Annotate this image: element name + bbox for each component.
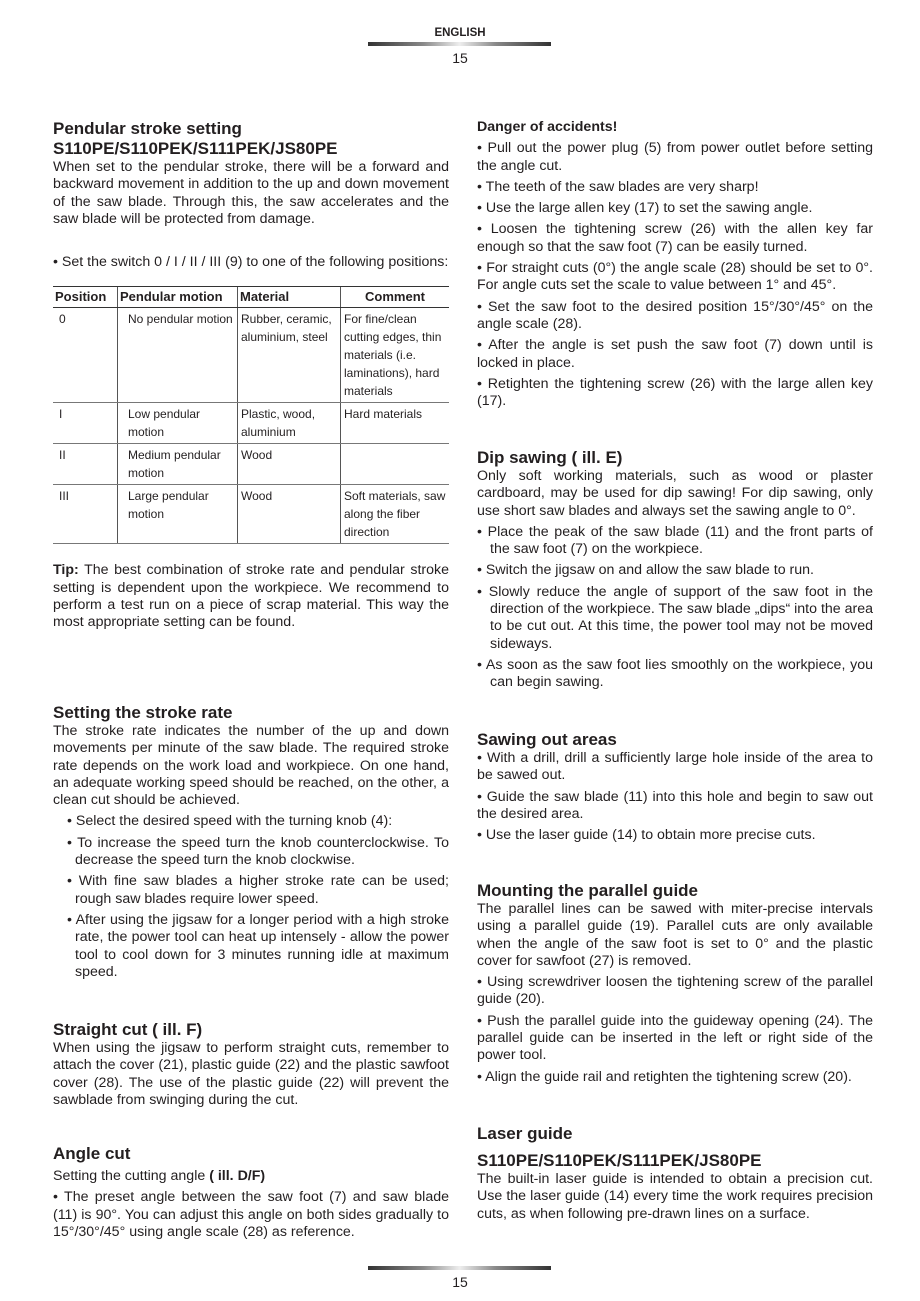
bullet-item: • To increase the speed turn the knob counterclockwise. To decrease the speed turn the knob clockwise. [67,834,449,869]
bullet-item: • Slowly reduce the angle of support of the saw foot in the direction of the workpiece. The saw blade „dips“ into the area to be cut out. At this time, the power tool may not be moved sideways. [477,583,874,652]
bullet-list [53,813,449,981]
section-stroke-rate [53,703,449,985]
section-title: Mounting the parallel guide [477,881,698,900]
section-laser-guide [477,1124,873,1227]
bullet-item: • Pull out the power plug (5) from power outlet before setting the angle cut. [477,140,873,174]
paragraph: When using the jigsaw to perform straight cuts, remember to attach the cover (21), plastic guide (22) and the plastic sawfoot cover (28). The use of the plastic guide (22) will prevent the sawblade from swinging during the cut. [53,1040,449,1108]
subheading-ref: ( ill. D/F) [209,1168,266,1184]
table-cell: Wood [238,444,341,485]
bullet-item: • With a drill, drill a sufficiently large hole inside of the area to be sawed out. [477,750,873,784]
tip-text: The best combination of stroke rate and pendular stroke setting is dependent upon the workpiece. We recommend to perform a test run on a piece of scrap material. This way the most appropriate setting can be found. [53,562,449,631]
bullet-item: • Guide the saw blade (11) into this hole and begin to saw out the desired area. [477,788,873,822]
header-page-number: 15 [452,50,468,66]
subheading [53,1168,449,1185]
paragraph: Only soft working materials, such as wood or plaster cardboard, may be used for dip sawing! For dip sawing, only use short saw blades and always set the sawing angle to 0°. [477,468,873,519]
table-cell: Hard materials [341,403,450,444]
table-cell: Large pendular motion [118,485,238,544]
section-danger [477,119,873,414]
section-title: Sawing out areas [477,730,617,749]
section-title: Laser guide [477,1124,573,1143]
section-title: Danger of accidents! [477,119,618,135]
table-cell: I [53,403,118,444]
column-header: Material [238,287,341,308]
bullet-item: • After using the jigsaw for a longer period with a high stroke rate, the power tool can heat up intensely - allow the power tool to cool down for 3 minutes running idle at maximum speed. [67,911,449,980]
bullet-item: • Set the saw foot to the desired position 15°/30°/45° on the angle scale (28). [477,298,873,332]
table-row [53,444,449,485]
bullet-item: • Align the guide rail and retighten the tightening screw (20). [477,1068,852,1085]
section-angle-cut [53,1144,449,1245]
section-title: Angle cut [53,1144,131,1163]
language-label: ENGLISH [434,27,486,39]
bullet-list [477,974,873,1086]
table-row [53,485,449,544]
bullet-item: • Retighten the tightening screw (26) with the large allen key (17). [477,375,873,410]
paragraph: The stroke rate indicates the number of the up and down movements per minute of the saw blade. The required stroke rate depends on the work load and workpiece. On one hand, an adequate working speed should be reached, on the other, a clean cut should be achieved. [53,723,449,809]
bullet-list [477,524,873,692]
table-cell: Soft materials, saw along the fiber direction [341,485,450,544]
paragraph: The parallel lines can be sawed with miter-precise intervals using a parallel guide (19). Parallel cuts are only available when the angle of the saw foot is set to 0° and the plastic cover for sawfoot (27) is removed. [477,901,873,969]
tip-paragraph [53,562,449,631]
table-cell: Medium pendular motion [118,444,238,485]
footer-page-number: 15 [452,1274,468,1290]
table-cell: III [53,485,118,544]
bullet-item: • Using screwdriver loosen the tightening screw of the parallel guide (20). [477,974,873,1008]
table-cell: For fine/clean cutting edges, thin materials (i.e. laminations), hard materials [341,308,450,403]
table-cell: Plastic, wood, aluminium [238,403,341,444]
bullet-list [477,140,873,410]
section-title: Setting the stroke rate [53,703,233,722]
bullet-item: • Use the laser guide (14) to obtain more precise cuts. [477,827,816,844]
bullet-list [477,750,873,844]
table-cell: No pendular motion [118,308,238,403]
section-subtitle: S110PE/S110PEK/S111PEK/JS80PE [53,139,338,158]
table-cell [341,444,450,485]
section-title: Dip sawing ( ill. E) [477,448,623,467]
header-divider [368,42,551,46]
table-row [53,308,449,403]
pendular-table [53,286,449,544]
bullet-item: • Place the peak of the saw blade (11) and the front parts of the saw foot (7) on the workpiece. [477,523,873,558]
bullet-item: • With fine saw blades a higher stroke rate can be used; rough saw blades require lower speed. [67,873,449,907]
table-cell: Low pendular motion [118,403,238,444]
table-cell: Rubber, ceramic, aluminium, steel [238,308,341,403]
section-title: Straight cut ( ill. F) [53,1020,203,1039]
paragraph: • Set the switch 0 / I / II / III (9) to one of the following positions: [53,254,449,271]
section-dip-sawing [477,448,873,696]
bullet-item: • For straight cuts (0°) the angle scale (28) should be set to 0°. For angle cuts set the scale to value between 1° and 45°. [477,260,873,294]
bullet-item: • Loosen the tightening screw (26) with the allen key far enough so that the saw foot (7) can be easily turned. [477,221,873,255]
footer-divider [368,1266,551,1270]
bullet-item: • Switch the jigsaw on and allow the saw blade to run. [477,562,814,579]
table-cell: Wood [238,485,341,544]
column-header: Position [53,287,118,308]
subheading-text: Setting the cutting angle [53,1168,210,1184]
paragraph: When set to the pendular stroke, there will be a forward and backward movement in addition to the up and down movement of the saw blade. Through this, the saw accelerates and the saw blade will be protected from damage. [53,159,449,227]
section-parallel-guide [477,881,873,1090]
section-sawing-out [477,730,873,848]
table-cell: 0 [53,308,118,403]
bullet-item: • After the angle is set push the saw foot (7) down until is locked in place. [477,337,873,371]
bullet-item: • Select the desired speed with the turning knob (4): [67,813,393,830]
table-cell: II [53,444,118,485]
paragraph: • The preset angle between the saw foot (7) and saw blade (11) is 90°. You can adjust this angle on both sides gradually to 15°/30°/45° using angle scale (28) as reference. [53,1189,449,1240]
bullet-item: • Push the parallel guide into the guideway opening (24). The parallel guide can be inserted in the left or right side of the power tool. [477,1012,873,1064]
table-row [53,403,449,444]
section-straight-cut [53,1020,449,1113]
bullet-item: • Use the large allen key (17) to set the sawing angle. [477,200,813,217]
section-pendular-stroke [53,119,449,636]
section-subtitle: S110PE/S110PEK/S111PEK/JS80PE [477,1151,762,1170]
column-header: Pendular motion [118,287,238,308]
paragraph: The built-in laser guide is intended to obtain a precision cut. Use the laser guide (14) every time the work requires precision cuts, as when following pre-drawn lines on a surface. [477,1171,873,1222]
column-header: Comment [341,287,450,308]
bullet-item: • The teeth of the saw blades are very sharp! [477,178,759,195]
bullet-item: • As soon as the saw foot lies smoothly on the workpiece, you can begin sawing. [477,656,873,691]
section-title: Pendular stroke setting [53,119,242,138]
tip-label: Tip: [53,562,79,579]
